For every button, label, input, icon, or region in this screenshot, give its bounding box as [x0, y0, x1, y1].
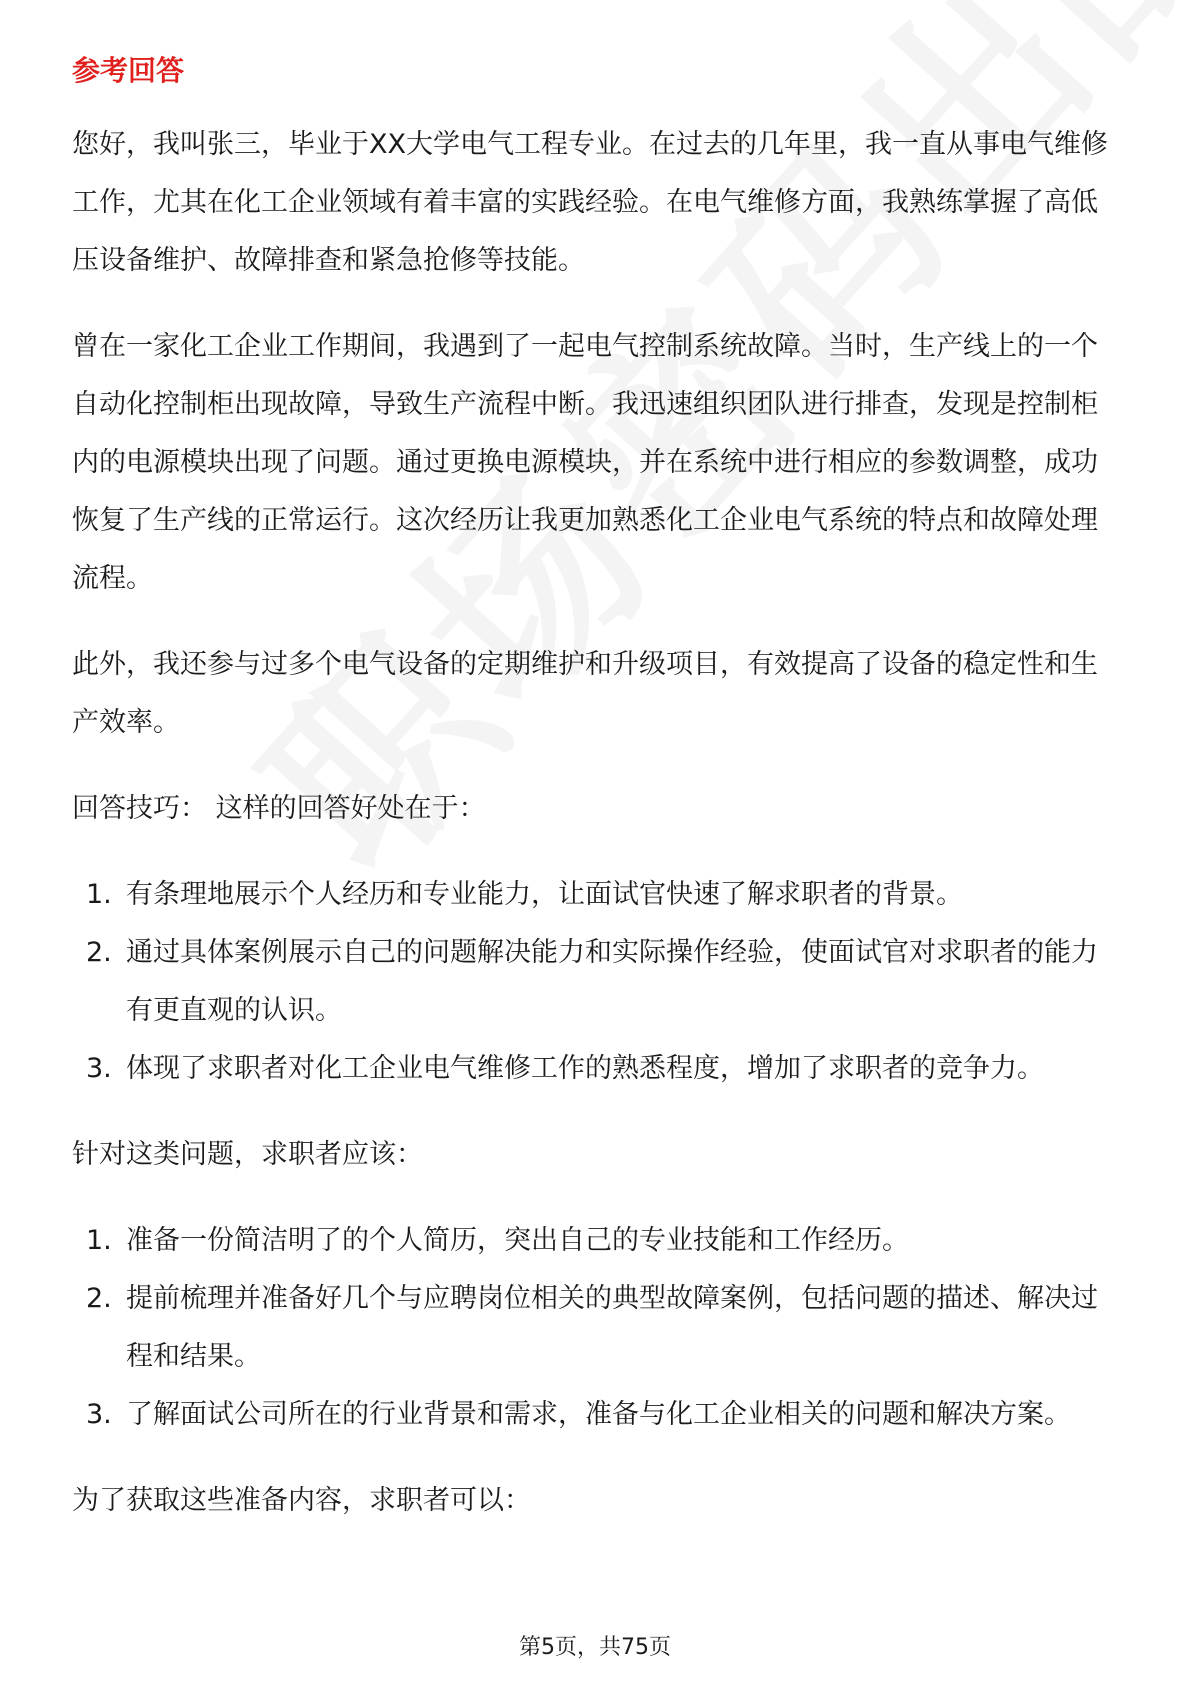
page-number-footer: 第5页，共75页 — [519, 1635, 671, 1660]
list-item-text: 准备一份简洁明了的个人简历，突出自己的专业技能和工作经历。 — [126, 1225, 909, 1256]
list-item-number: 3. — [86, 1053, 112, 1084]
should-list — [72, 1212, 1122, 1444]
answer-paragraph-2: 曾在一家化工企业工作期间，我遇到了一起电气控制系统故障。当时，生产线上的一个自动化控制柜出现故障，导致生产流程中断。我迅速组织团队进行排查，发现是控制柜内的电源模块出现了问题。通过更换电源模块，并在系统中进行相应的参数调整，成功恢复了生产线的正常运行。这次经历让我更加熟悉化工企业电气系统的特点和故障处理流程。 — [72, 331, 1098, 594]
list-item-number: 1. — [86, 879, 112, 910]
answer-paragraph-1: 您好，我叫张三，毕业于XX大学电气工程专业。在过去的几年里，我一直从事电气维修工作，尤其在化工企业领域有着丰富的实践经验。在电气维修方面，我熟练掌握了高低压设备维护、故障排查和紧急抢修等技能。 — [72, 129, 1108, 276]
list-item-number: 3. — [86, 1399, 112, 1430]
list-item-text: 体现了求职者对化工企业电气维修工作的熟悉程度，增加了求职者的竞争力。 — [126, 1053, 1044, 1084]
should-heading: 针对这类问题，求职者应该： — [72, 1139, 423, 1170]
list-item-text: 提前梳理并准备好几个与应聘岗位相关的典型故障案例，包括问题的描述、解决过程和结果。 — [126, 1283, 1098, 1372]
list-item-number: 1. — [86, 1225, 112, 1256]
list-item — [72, 1270, 1122, 1386]
list-item — [72, 1040, 1122, 1098]
list-item-number: 2. — [86, 1283, 112, 1314]
list-item-text: 有条理地展示个人经历和专业能力，让面试官快速了解求职者的背景。 — [126, 879, 963, 910]
tips-list — [72, 866, 1122, 1098]
list-item — [72, 1212, 1122, 1270]
final-heading: 为了获取这些准备内容，求职者可以： — [72, 1485, 531, 1516]
document-content — [72, 44, 1122, 1558]
list-item — [72, 924, 1122, 1040]
answer-paragraph-3: 此外，我还参与过多个电气设备的定期维护和升级项目，有效提高了设备的稳定性和生产效率。 — [72, 649, 1098, 738]
list-item-text: 通过具体案例展示自己的问题解决能力和实际操作经验，使面试官对求职者的能力有更直观的认识。 — [126, 937, 1098, 1026]
tips-heading: 回答技巧： 这样的回答好处在于： — [72, 793, 486, 824]
list-item-text: 了解面试公司所在的行业背景和需求，准备与化工企业相关的问题和解决方案。 — [126, 1399, 1071, 1430]
list-item — [72, 1386, 1122, 1444]
section-title: 参考回答 — [72, 54, 185, 87]
list-item — [72, 866, 1122, 924]
list-item-number: 2. — [86, 937, 112, 968]
